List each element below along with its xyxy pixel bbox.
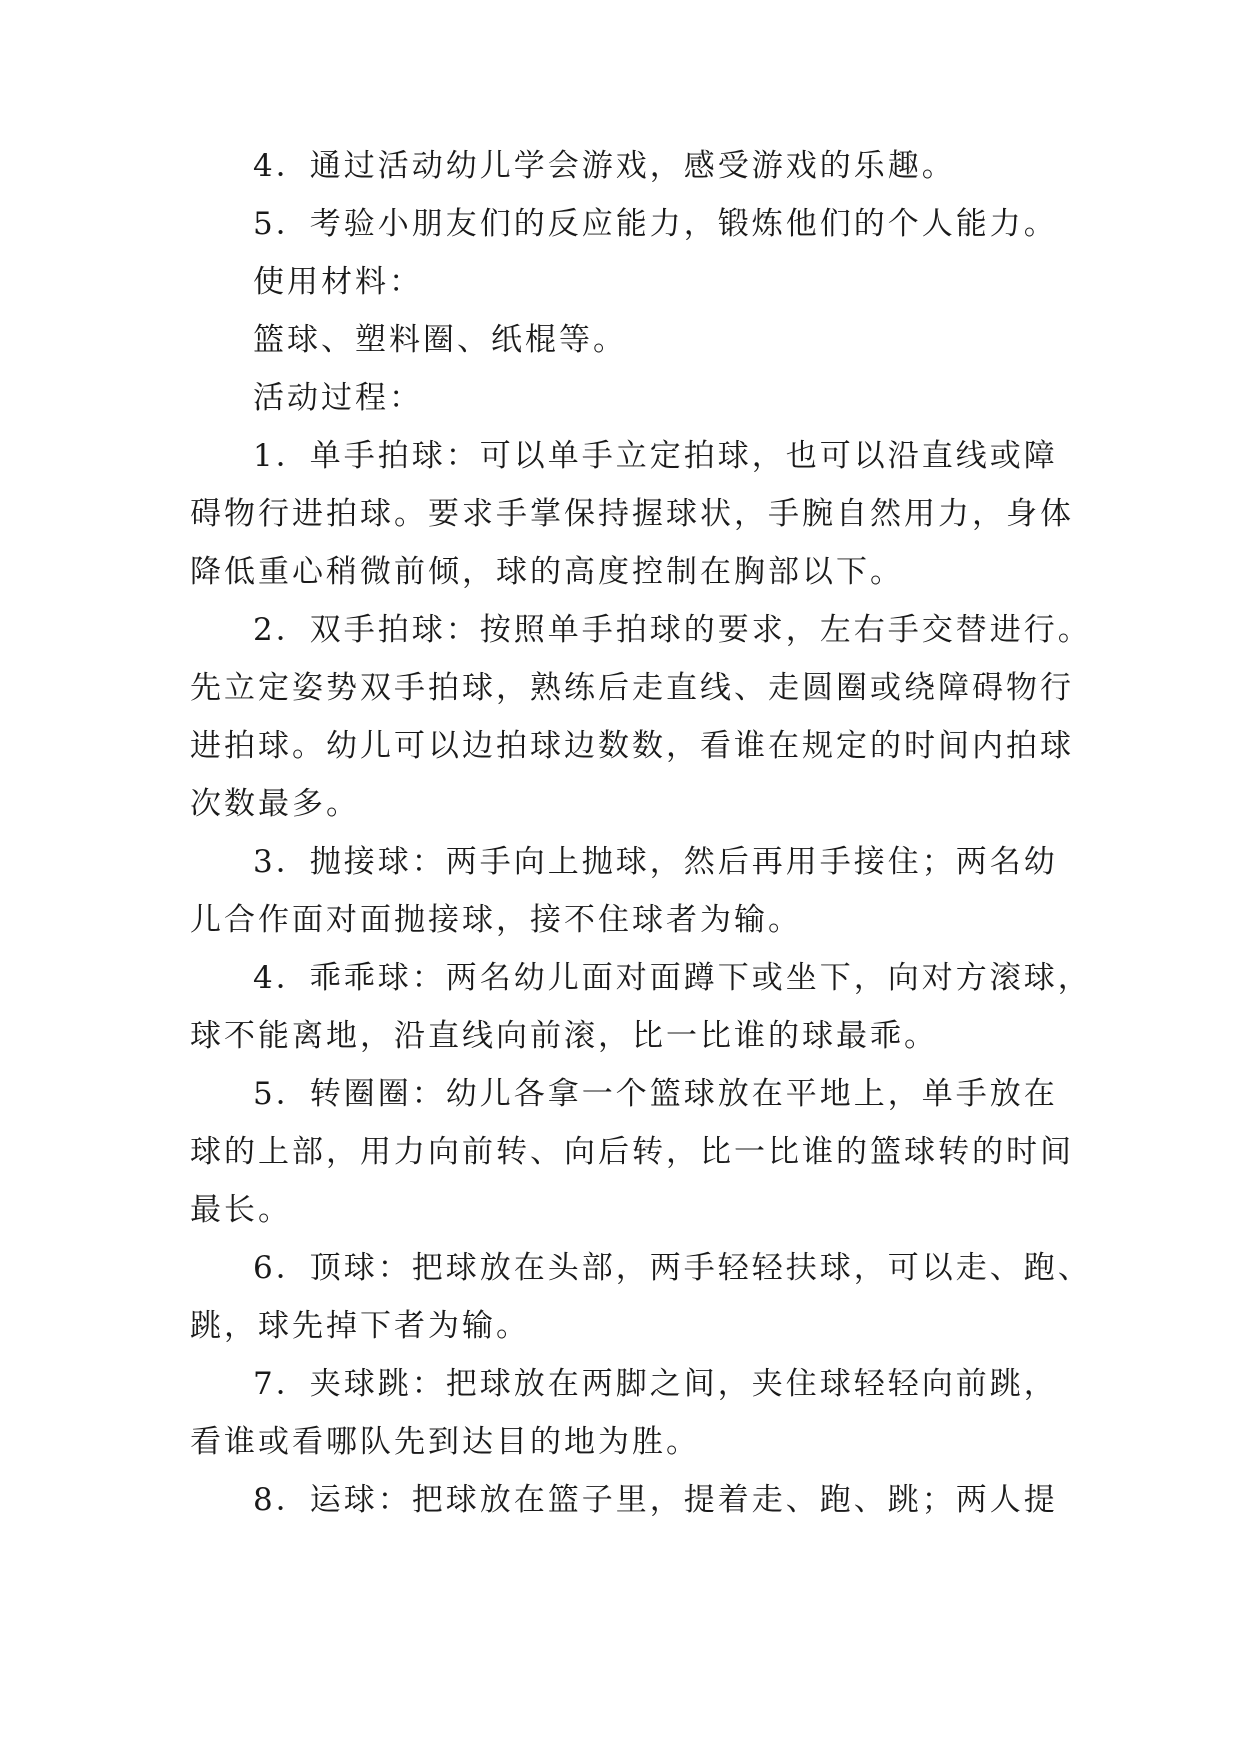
text-line: 球不能离地，沿直线向前滚，比一比谁的球最乖。 [190,1018,938,1054]
text-line: 5．考验小朋友们的反应能力，锻炼他们的个人能力。 [253,206,1058,242]
text-line: 1．单手拍球：可以单手立定拍球，也可以沿直线或障 [253,438,1058,474]
text-line: 降低重心稍微前倾，球的高度控制在胸部以下。 [190,554,904,590]
text-line: 球的上部，用力向前转、向后转，比一比谁的篮球转的时间 [190,1134,1074,1170]
text-line: 8．运球：把球放在篮子里，提着走、跑、跳；两人提 [253,1482,1058,1518]
text-line: 4．通过活动幼儿学会游戏，感受游戏的乐趣。 [253,148,956,184]
text-line: 2．双手拍球：按照单手拍球的要求，左右手交替进行。 [253,612,1092,648]
text-line: 进拍球。幼儿可以边拍球边数数，看谁在规定的时间内拍球 [190,728,1074,764]
text-line: 儿合作面对面抛接球，接不住球者为输。 [190,902,802,938]
text-line: 4．乖乖球：两名幼儿面对面蹲下或坐下，向对方滚球， [253,960,1092,996]
text-line: 看谁或看哪队先到达目的地为胜。 [190,1424,700,1460]
text-line: 先立定姿势双手拍球，熟练后走直线、走圆圈或绕障碍物行 [190,670,1074,706]
text-line: 6．顶球：把球放在头部，两手轻轻扶球，可以走、跑、 [253,1250,1092,1286]
text-line: 7．夹球跳：把球放在两脚之间，夹住球轻轻向前跳， [253,1366,1058,1402]
text-line: 3．抛接球：两手向上抛球，然后再用手接住；两名幼 [253,844,1058,880]
section-heading-materials: 使用材料： [253,264,423,300]
section-heading-process: 活动过程： [253,380,423,416]
text-line: 5．转圈圈：幼儿各拿一个篮球放在平地上，单手放在 [253,1076,1058,1112]
text-line: 篮球、塑料圈、纸棍等。 [253,322,627,358]
text-line: 次数最多。 [190,786,360,822]
text-line: 最长。 [190,1192,292,1228]
text-line: 碍物行进拍球。要求手掌保持握球状，手腕自然用力，身体 [190,496,1074,532]
text-line: 跳，球先掉下者为输。 [190,1308,530,1344]
